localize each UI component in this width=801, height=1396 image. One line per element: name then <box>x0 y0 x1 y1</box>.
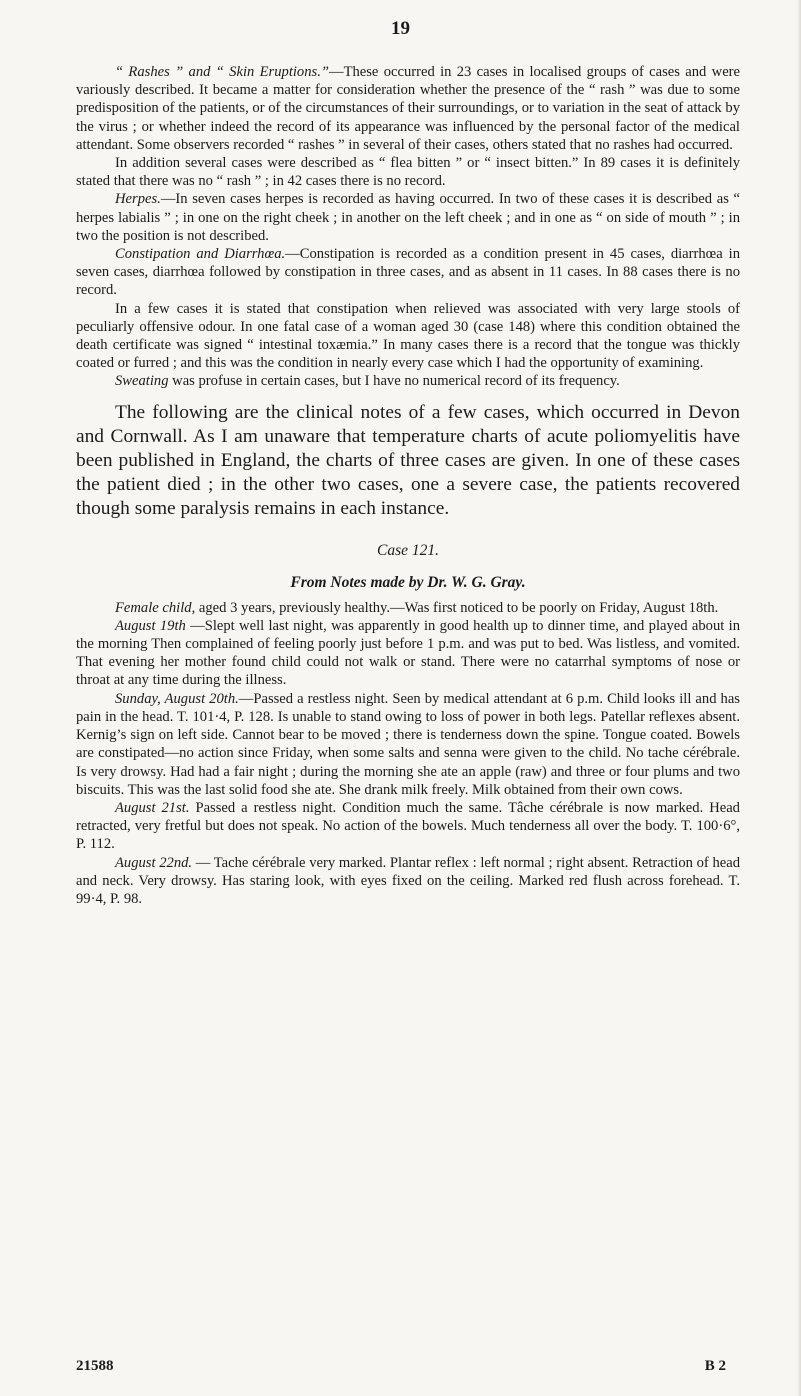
paragraph-clinical-notes: The following are the clinical notes of a few cases, which occurred in Devon and Cornwall. As I am unaware that temperature charts of acute poliomyelitis have been published in England, the charts of three cases are given. In one of these cases the patient died ; in the other two cases, one a severe case, the patients recovered though some paralysis remains in each instance. <box>76 401 740 520</box>
herpes-term: Herpes. <box>115 191 161 208</box>
constipation-term: Constipation and Diarrhœa. <box>115 246 286 263</box>
herpes-text: —In seven cases herpes is recorded as having occurred. In two of these cases it is described as “ herpes labialis ” ; in one on the right cheek ; in another on the left cheek ; and in one as “ on side of mouth ” ; in two the position is not described. <box>76 191 740 244</box>
paragraph-aug-21: August 21st. Passed a restless night. Condition much the same. Tâche cérébrale is now marked. Head retracted, very fretful but does not speak. No action of the bowels. Much tenderness all over the body. T. 100·6°, P. 112. <box>76 799 740 853</box>
page-body <box>76 63 740 908</box>
rashes-and: and <box>183 64 216 80</box>
female-child-term: Female child, <box>115 599 196 616</box>
signature-mark: B 2 <box>704 1358 726 1374</box>
sweating-text: was profuse in certain cases, but I have no numerical record of its frequency. <box>168 373 620 390</box>
aug-22-term: August 22nd. <box>115 854 193 871</box>
sweating-term: Sweating <box>115 373 169 390</box>
rashes-term: “ Rashes ” <box>115 64 184 80</box>
paragraph-aug-22: August 22nd. — Tache cérébrale very marked. Plantar reflex : left normal ; right absent. Retraction of head and neck. Very drowsy. Has staring look, with eyes fixed on the ceiling. Marked red flush across forehead. T. 99·4, P. 98. <box>76 854 740 907</box>
constipation-text: —Constipation is recorded as a condition present in 45 cases, diarrhœa in seven cases, diarrhœa followed by constipation in three cases, and as absent in 11 cases. In 88 cases there is no record. <box>76 246 740 299</box>
paragraph-aug-20: Sunday, August 20th.—Passed a restless night. Seen by medical attendant at 6 p.m. Child looks ill and has pain in the head. T. 101·4, P. 128. Is unable to stand owing to loss of power in both legs. Patellar reflexes absent. Kernig’s sign on left side. Cannot bear to be moved ; there is tenderness down the spine. Tongue coated. Bowels are constipated—no action since Friday, when some salts and senna were given to the child. No tache cérébrale. Is very drowsy. Had had a fair night ; during the morning she ate an apple (raw) and three or four plums and two biscuits. This was the last solid food she ate. She drank milk freely. Milk obtained from their own cows. <box>76 690 740 798</box>
paragraph-aug-19: August 19th —Slept well last night, was apparently in good health up to dinner time, and played about in the morning Then complained of feeling poorly just before 1 p.m. and was put to bed. Was listless, and vomited. That evening her mother found child could not walk or stand. There were no catarrhal symptoms of nose or throat at any time during the illness. <box>76 617 740 689</box>
paragraph-rashes <box>76 63 740 154</box>
rashes-text: —These occurred in 23 cases in localised groups of cases and were variously described. It became a matter for consideration whether the presence of the “ rash ” was due to some predisposition of the patients, or of the circumstances of their surroundings, or to variation in the seat of attack by the virus ; or whether indeed the record of its appearance was influenced by the personal factor of the medical attendant. Some observers recorded “ rashes ” in several of their cases, others stated that no rashes had occurred. <box>76 64 741 153</box>
case-source: From Notes made by Dr. W. G. Gray. <box>290 573 526 591</box>
aug-20-term: Sunday, August 20th. <box>115 690 239 707</box>
paragraph-stools: In a few cases it is stated that constipation when relieved was associated with very large stools of peculiarly offensive odour. In one fatal case of a woman aged 30 (case 148) where this condition obtained the death certificate was signed “ intestinal toxæmia.” In many cases there is a record that the tongue was thickly coated or furred ; and this was the condition in nearly every case which I had the opportunity of examining. <box>76 300 740 372</box>
paragraph-herpes <box>76 190 740 245</box>
paragraph-flea-bites: In addition several cases were described as “ flea bitten ” or “ insect bitten.” In 89 cases it is definitely stated that there was no “ rash ” ; in 42 cases there is no record. <box>76 155 740 190</box>
aug-21-term: August 21st. <box>115 799 190 816</box>
page-edge-shadow <box>797 0 801 1396</box>
page-number: 19 <box>391 18 410 39</box>
aug-19-term: August 19th <box>115 617 186 634</box>
print-code: 21588 <box>76 1358 114 1374</box>
case-title: Case 121. <box>377 541 439 559</box>
paragraph-case-intro: Female child, aged 3 years, previously healthy.—Was first noticed to be poorly on Friday, August 18th. <box>115 599 719 616</box>
paragraph-sweating <box>76 372 740 390</box>
skin-eruptions-term: “ Skin Eruptions.” <box>215 64 329 80</box>
paragraph-constipation <box>76 245 740 300</box>
